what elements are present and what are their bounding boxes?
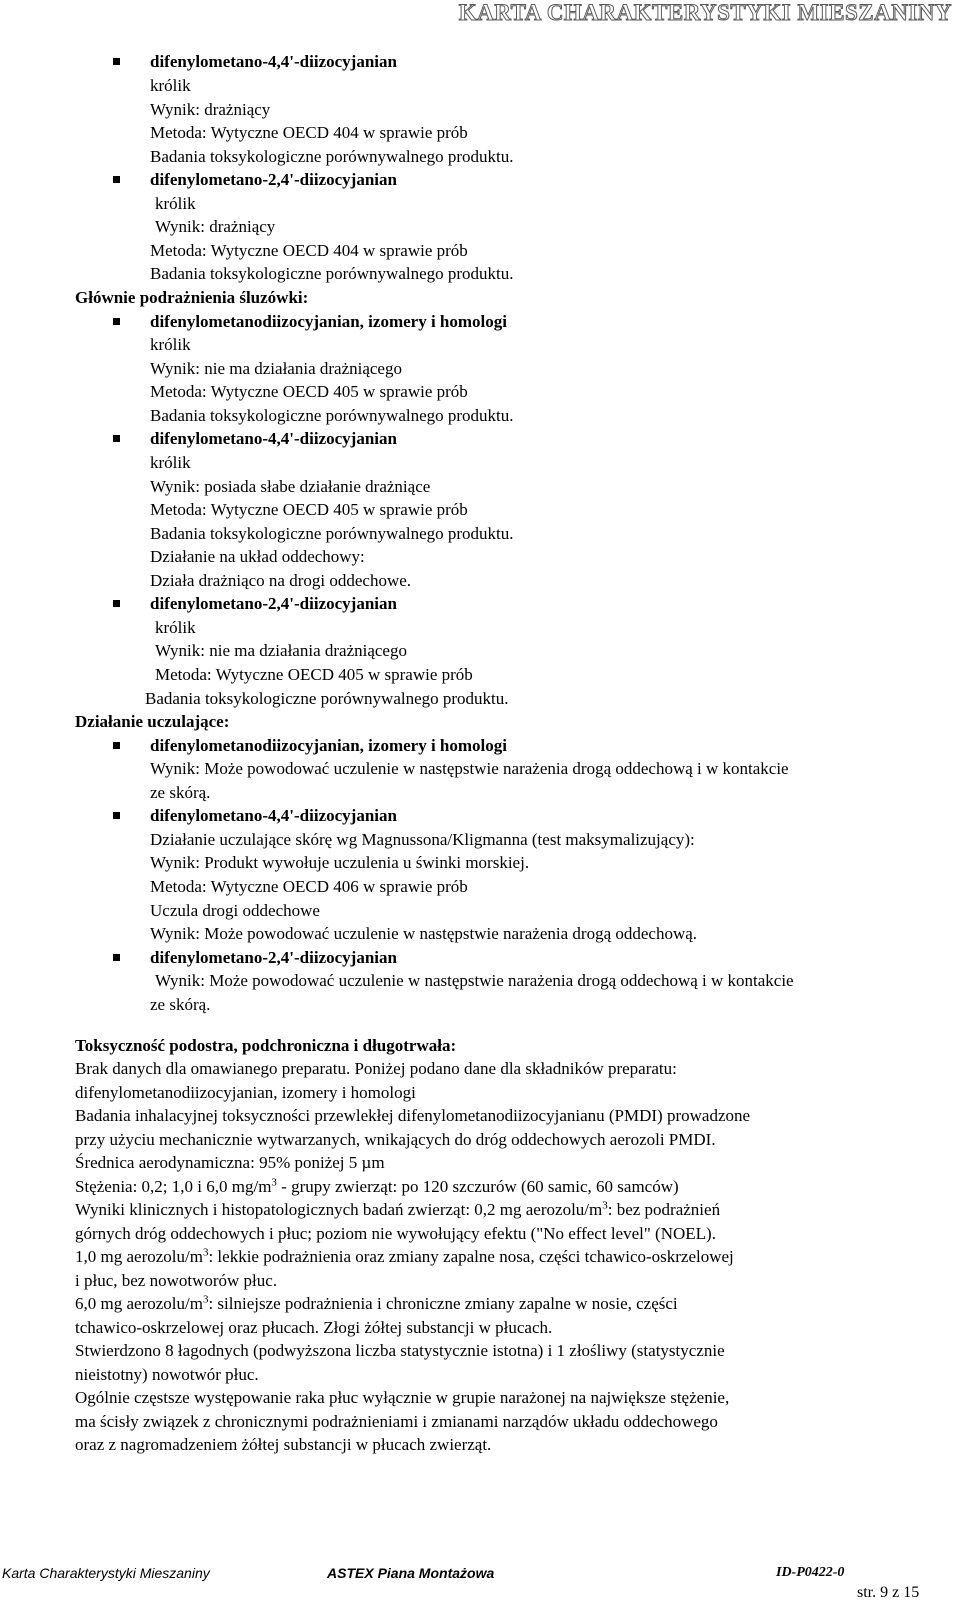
- text-line: Wynik: nie ma działania drażniącego: [150, 359, 402, 378]
- section-heading: difenylometano-2,4'-diizocyjanian: [150, 594, 397, 613]
- text-line: 6,0 mg aerozolu/$m^3$: silniejsze podrażnienia i chroniczne zmiany zapalne w nosie, części: [75, 1293, 678, 1313]
- text-line: górnych dróg oddechowych i płuc; poziom nie wywołujący efektu ("No effect level" (NOEL).: [75, 1224, 716, 1243]
- text-line: Stężenia: 0,2; 1,0 i 6,0 $mg/m^3$ - grupy zwierząt: po 120 szczurów (60 samic, 60 samców): [75, 1176, 679, 1196]
- bullet-marker: [113, 954, 120, 961]
- text-line: Metoda: Wytyczne OECD 406 w sprawie prób: [150, 877, 468, 896]
- bullet-marker: [113, 58, 120, 65]
- text-line: Metoda: Wytyczne OECD 405 w sprawie prób: [155, 665, 473, 684]
- text-line: tchawico-oskrzelowej oraz płucach. Złogi żółtej substancji w płucach.: [75, 1318, 553, 1337]
- text-line: Metoda: Wytyczne OECD 404 w sprawie prób: [150, 241, 468, 260]
- bullet-marker: [113, 318, 120, 325]
- text-line: Metoda: Wytyczne OECD 404 w sprawie prób: [150, 123, 468, 142]
- page-number: str. 9 z 15: [857, 1584, 920, 1601]
- bullet-marker: [113, 812, 120, 819]
- text-line: ze skórą.: [150, 783, 211, 802]
- text-line: ze skórą.: [150, 995, 211, 1014]
- section-heading: Toksyczność podostra, podchroniczna i długotrwała:: [75, 1036, 457, 1055]
- footer-document-type: Karta Charakterystyki Mieszaniny: [2, 1565, 210, 1581]
- text-line: Badania toksykologiczne porównywalnego produktu.: [145, 689, 509, 708]
- text-line: Wynik: Może powodować uczulenie w następstwie narażenia drogą oddechową i w kontakcie: [150, 759, 789, 778]
- bullet-marker: [113, 742, 120, 749]
- text-line: Wynik: nie ma działania drażniącego: [155, 641, 407, 660]
- section-heading: difenylometano-2,4'-diizocyjanian: [150, 170, 397, 189]
- section-heading: difenylometano-2,4'-diizocyjanian: [150, 948, 397, 967]
- text-line: ma ścisły związek z chronicznymi podrażnieniami i zmianami narządów układu oddechowego: [75, 1412, 718, 1431]
- text-line: Działanie na układ oddechowy:: [150, 547, 365, 566]
- text-line: królik: [155, 618, 196, 637]
- footer-document-id: ID-P0422-0: [776, 1565, 845, 1580]
- text-line: królik: [150, 76, 191, 95]
- text-line: difenylometanodiizocyjanian, izomery i homologi: [75, 1083, 416, 1102]
- bullet-marker: [113, 435, 120, 442]
- text-line: Ogólnie częstsze występowanie raka płuc wyłącznie w grupie narażonej na największe stężenie,: [75, 1388, 730, 1407]
- section-heading: difenylometano-4,4'-diizocyjanian: [150, 52, 397, 71]
- text-line: Badania toksykologiczne porównywalnego produktu.: [150, 406, 514, 425]
- text-line: Wynik: drażniący: [155, 217, 276, 236]
- text-line: Wynik: Może powodować uczulenie w następstwie narażenia drogą oddechową.: [150, 924, 698, 943]
- text-line: Wyniki klinicznych i histopatologicznych badań zwierząt: 0,2 mg aerozolu/$m^3$: bez podrażnień: [75, 1199, 721, 1219]
- text-line: Średnica aerodynamiczna: 95% poniżej 5 µm: [75, 1153, 385, 1172]
- text-line: Uczula drogi oddechowe: [150, 901, 320, 920]
- text-line: 1,0 mg aerozolu/$m^3$: lekkie podrażnienia oraz zmiany zapalne nosa, części tchawico-oskrzelowej: [75, 1246, 734, 1266]
- text-line: Metoda: Wytyczne OECD 405 w sprawie prób: [150, 382, 468, 401]
- text-line: Badania toksykologiczne porównywalnego produktu.: [150, 264, 514, 283]
- text-line: Wynik: drażniący: [150, 100, 271, 119]
- text-line: i płuc, bez nowotworów płuc.: [75, 1271, 278, 1290]
- text-line: Wynik: Produkt wywołuje uczulenia u świnki morskiej.: [150, 853, 530, 872]
- text-line: Badania toksykologiczne porównywalnego produktu.: [150, 147, 514, 166]
- section-heading: difenylometanodiizocyjanian, izomery i homologi: [150, 312, 507, 331]
- text-line: Stwierdzono 8 łagodnych (podwyższona liczba statystycznie istotna) i 1 złośliwy (statystycznie: [75, 1341, 725, 1360]
- text-line: Badania toksykologiczne porównywalnego produktu.: [150, 524, 514, 543]
- text-line: przy użyciu mechanicznie wytwarzanych, wnikających do dróg oddechowych aerozoli PMDI.: [75, 1130, 716, 1149]
- text-line: Działa drażniąco na drogi oddechowe.: [150, 571, 412, 590]
- footer: [0, 1565, 960, 1585]
- text-line: Działanie uczulające skórę wg Magnussona/Kligmanna (test maksymalizujący):: [150, 830, 695, 849]
- section-heading: difenylometanodiizocyjanian, izomery i homologi: [150, 736, 507, 755]
- section-heading: difenylometano-4,4'-diizocyjanian: [150, 806, 397, 825]
- footer-product-name: ASTEX Piana Montażowa: [327, 1565, 495, 1581]
- text-line: Badania inhalacyjnej toksyczności przewlekłej difenylometanodiizocyjanianu (PMDI) prowadzone: [75, 1106, 751, 1125]
- text-line: nieistotny) nowotwór płuc.: [75, 1365, 259, 1384]
- text-line: Brak danych dla omawianego preparatu. Poniżej podano dane dla składników preparatu:: [75, 1059, 677, 1078]
- header-title: KARTA CHARAKTERYSTYKI MIESZANINY: [458, 0, 952, 25]
- text-line: Metoda: Wytyczne OECD 405 w sprawie prób: [150, 500, 468, 519]
- section-heading: Działanie uczulające:: [75, 712, 230, 731]
- section-heading: difenylometano-4,4'-diizocyjanian: [150, 429, 397, 448]
- bullet-marker: [113, 176, 120, 183]
- text-line: oraz z nagromadzeniem żółtej substancji w płucach zwierząt.: [75, 1435, 492, 1454]
- section-heading: Głównie podrażnienia śluzówki:: [75, 288, 309, 307]
- bullet-marker: [113, 600, 120, 607]
- text-line: Wynik: posiada słabe działanie drażniące: [150, 477, 431, 496]
- text-line: królik: [150, 453, 191, 472]
- text-line: Wynik: Może powodować uczulenie w następstwie narażenia drogą oddechową i w kontakcie: [155, 971, 794, 990]
- text-line: królik: [155, 194, 196, 213]
- text-line: królik: [150, 335, 191, 354]
